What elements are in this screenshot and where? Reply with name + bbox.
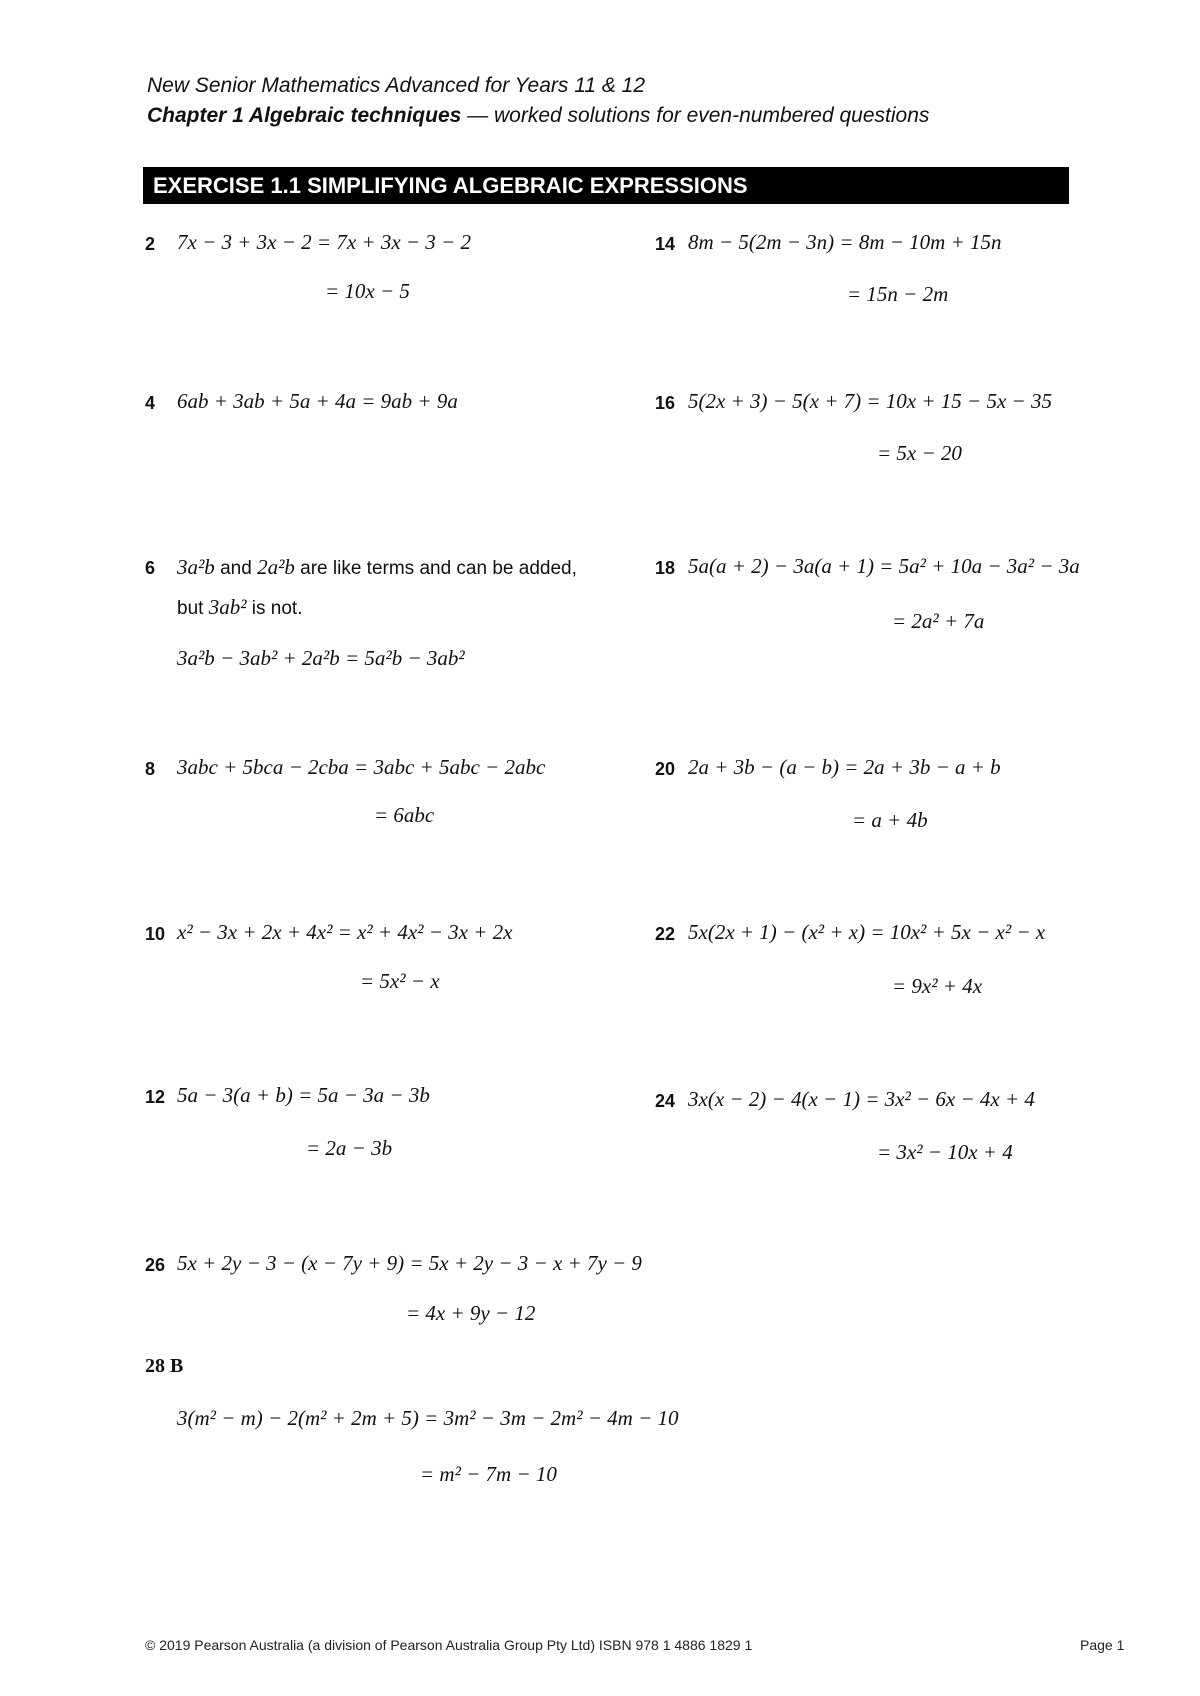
solution-line: 3a²b − 3ab² + 2a²b = 5a²b − 3ab²	[177, 646, 465, 670]
solution-line: 5(2x + 3) − 5(x + 7) = 10x + 15 − 5x − 35	[688, 389, 1052, 413]
text-fragment: and	[214, 558, 258, 579]
question-number: 8	[145, 759, 156, 779]
solution-line: = m² − 7m − 10	[420, 1462, 557, 1486]
question-number: 12	[145, 1087, 166, 1107]
text-fragment: are like terms and can be added,	[294, 558, 577, 579]
question-number: 4	[145, 393, 156, 413]
solution-line: = 6abc	[374, 803, 435, 827]
math-term: 2a²b	[257, 555, 295, 579]
solution-line: 3abc + 5bca − 2cba = 3abc + 5abc − 2abc	[177, 755, 546, 779]
solution-line: x² − 3x + 2x + 4x² = x² + 4x² − 3x + 2x	[177, 920, 513, 944]
solution-line: = 10x − 5	[325, 279, 410, 303]
question-number: 26	[145, 1255, 166, 1275]
solution-line: = 3x² − 10x + 4	[877, 1140, 1013, 1164]
exercise-banner: EXERCISE 1.1 SIMPLIFYING ALGEBRAIC EXPRESSIONS	[143, 167, 1069, 204]
question-number: 28 B	[145, 1355, 184, 1377]
question-number: 18	[655, 558, 676, 578]
solution-line: 3x(x − 2) − 4(x − 1) = 3x² − 6x − 4x + 4	[688, 1087, 1035, 1111]
solution-line: = 5x² − x	[360, 969, 440, 993]
solution-line: = a + 4b	[852, 808, 928, 832]
question-number: 24	[655, 1091, 676, 1111]
book-title: New Senior Mathematics Advanced for Years 11 & 12	[147, 74, 646, 97]
page-number: Page 1	[1080, 1637, 1125, 1653]
explanation-text	[177, 555, 577, 580]
text-fragment: but	[177, 598, 209, 619]
chapter-title: Chapter 1 Algebraic techniques	[147, 104, 462, 127]
solution-line: = 15n − 2m	[847, 282, 949, 306]
math-term: 3a²b	[177, 555, 215, 579]
solution-line: = 4x + 9y − 12	[406, 1301, 536, 1325]
explanation-text	[177, 595, 302, 620]
solution-line: = 2a − 3b	[306, 1136, 393, 1160]
solution-line: 5a − 3(a + b) = 5a − 3a − 3b	[177, 1083, 430, 1107]
solution-line: 6ab + 3ab + 5a + 4a = 9ab + 9a	[177, 389, 458, 413]
math-term: 3ab²	[208, 595, 247, 619]
solution-line: 5x + 2y − 3 − (x − 7y + 9) = 5x + 2y − 3 − x + 7y − 9	[177, 1251, 642, 1275]
question-number: 10	[145, 924, 166, 944]
question-number: 16	[655, 393, 676, 413]
solution-line: 3(m² − m) − 2(m² + 2m + 5) = 3m² − 3m − 2m² − 4m − 10	[177, 1406, 679, 1430]
question-number: 6	[145, 558, 156, 578]
question-number: 22	[655, 924, 676, 944]
solution-line: 8m − 5(2m − 3n) = 8m − 10m + 15n	[688, 230, 1002, 254]
question-number: 20	[655, 759, 676, 779]
solution-line: = 9x² + 4x	[892, 974, 983, 998]
solution-line: = 5x − 20	[877, 441, 962, 465]
solution-line: 5a(a + 2) − 3a(a + 1) = 5a² + 10a − 3a² − 3a	[688, 554, 1080, 578]
question-number: 2	[145, 234, 156, 254]
copyright-footer: © 2019 Pearson Australia (a division of Pearson Australia Group Pty Ltd) ISBN 978 1 4886 1829 1	[145, 1637, 753, 1653]
solution-line: = 2a² + 7a	[892, 609, 985, 633]
text-fragment: is not.	[246, 598, 303, 619]
solution-line: 5x(2x + 1) − (x² + x) = 10x² + 5x − x² − x	[688, 920, 1046, 944]
chapter-subtitle	[147, 104, 929, 128]
solution-line: 2a + 3b − (a − b) = 2a + 3b − a + b	[688, 755, 1001, 779]
solution-line: 7x − 3 + 3x − 2 = 7x + 3x − 3 − 2	[177, 230, 471, 254]
chapter-description: — worked solutions for even-numbered questions	[461, 104, 930, 127]
question-number: 14	[655, 234, 676, 254]
